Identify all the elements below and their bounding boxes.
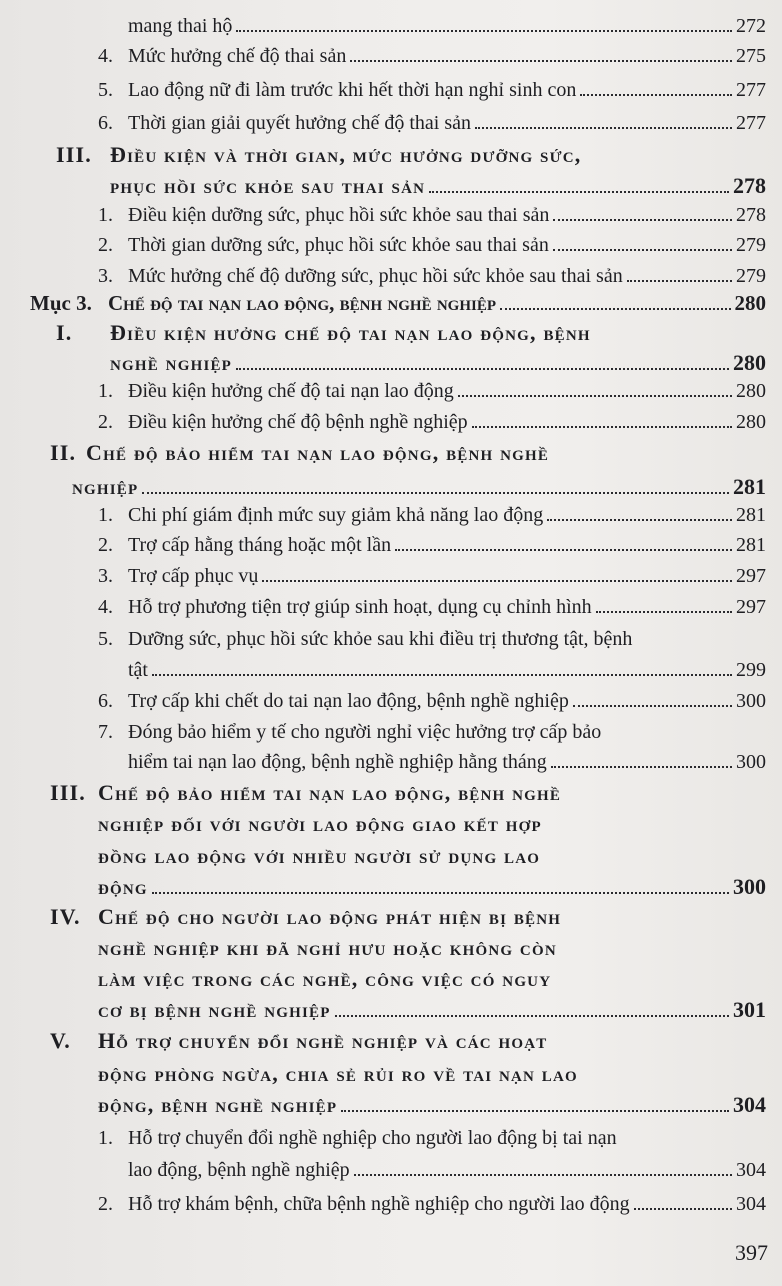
toc-entry-number: 4. — [98, 45, 113, 67]
leader-dots — [580, 94, 732, 96]
toc-entry-page: 300 — [736, 751, 766, 773]
toc-entry-page: 300 — [733, 874, 766, 899]
toc-entry-first-line[interactable] — [98, 1128, 617, 1148]
toc-entry-number: 2. — [98, 411, 113, 433]
leader-dots — [573, 705, 732, 707]
toc-section-title-line: đồng lao động với nhiều người sử dụng lao — [98, 843, 541, 868]
toc-entry-number: 5. — [98, 628, 113, 650]
toc-entry-title: Điều kiện dưỡng sức, phục hồi sức khỏe sau thai sản — [128, 204, 550, 226]
toc-entry[interactable] — [98, 412, 766, 432]
toc-entry-page: 297 — [736, 565, 766, 587]
leader-dots — [429, 191, 729, 193]
leader-dots — [350, 60, 732, 62]
toc-entry-page: 275 — [736, 45, 766, 67]
toc-entry-page: 272 — [736, 15, 766, 37]
toc-entry-number: 4. — [98, 596, 113, 618]
toc-entry-title: Hỗ trợ phương tiện trợ giúp sinh hoạt, dụng cụ chỉnh hình — [128, 596, 592, 618]
page-number: 397 — [735, 1240, 768, 1265]
toc-entry-title: Trợ cấp phục vụ — [128, 565, 259, 587]
toc-entry-page: 301 — [733, 997, 766, 1022]
toc-section-title-line: Chế độ bảo hiểm tai nạn lao động, bệnh nghề — [98, 780, 562, 805]
toc-section-title-line: nghề nghiệp khi đã nghỉ hưu hoặc không còn — [98, 935, 557, 960]
leader-dots — [596, 611, 732, 613]
leader-dots — [627, 280, 732, 282]
toc-entry-number: 7. — [98, 721, 113, 743]
toc-entry[interactable] — [98, 381, 766, 401]
toc-entry[interactable] — [98, 266, 766, 286]
toc-entry-page: 297 — [736, 596, 766, 618]
toc-entry[interactable] — [98, 691, 766, 711]
toc-entry-title: Hỗ trợ khám bệnh, chữa bệnh nghề nghiệp cho người lao động — [128, 1193, 630, 1215]
toc-entry[interactable] — [128, 16, 766, 36]
leader-dots — [472, 426, 732, 428]
toc-entry-number: 2. — [98, 534, 113, 556]
leader-dots — [335, 1015, 729, 1017]
toc-entry[interactable] — [128, 752, 766, 772]
toc-entry-title: Lao động nữ đi làm trước khi hết thời hạn nghỉ sinh con — [128, 79, 577, 101]
toc-section-number: IV. — [50, 904, 81, 929]
toc-section-heading[interactable] — [56, 322, 591, 344]
toc-chapter-title: Chế độ tai nạn lao động, bệnh nghề nghiệp — [108, 291, 497, 315]
toc-entry-page: 300 — [736, 690, 766, 712]
toc-entry-page: 278 — [736, 204, 766, 226]
toc-entry[interactable] — [110, 175, 766, 197]
toc-entry-number: 3. — [98, 265, 113, 287]
toc-section-title-line: Chế độ bảo hiểm tai nạn lao động, bệnh nghề — [86, 440, 550, 465]
toc-entry-page: 280 — [734, 291, 766, 315]
toc-entry[interactable] — [98, 235, 766, 255]
leader-dots — [634, 1208, 732, 1210]
toc-entry-title: tật — [128, 659, 148, 681]
toc-entry-page: 280 — [736, 380, 766, 402]
toc-entry-page: 304 — [733, 1092, 766, 1117]
toc-entry-page: 280 — [733, 350, 766, 375]
toc-section-heading[interactable] — [50, 442, 549, 464]
toc-entry-title: Điều kiện hưởng chế độ tai nạn lao động — [128, 380, 454, 402]
toc-entry-number: 6. — [98, 112, 113, 134]
toc-entry-number: 3. — [98, 565, 113, 587]
toc-entry[interactable] — [98, 1094, 766, 1116]
toc-entry-title-line: Đóng bảo hiểm y tế cho người nghỉ việc hưởng trợ cấp bảo — [128, 721, 602, 743]
toc-entry-title: Chi phí giám định mức suy giảm khả năng lao động — [128, 504, 544, 526]
toc-section-title-line: Chế độ cho người lao động phát hiện bị bệnh — [98, 904, 562, 929]
leader-dots — [551, 766, 732, 768]
toc-entry[interactable] — [98, 876, 766, 898]
toc-section-title-line: Điều kiện hưởng chế độ tai nạn lao động, bệnh — [110, 320, 591, 345]
toc-entry-title-line: Hỗ trợ chuyển đổi nghề nghiệp cho người lao động bị tai nạn — [128, 1127, 617, 1149]
toc-chapter-number: Mục 3. — [30, 291, 92, 315]
leader-dots — [395, 549, 732, 551]
toc-entry-title: nghề nghiệp — [110, 350, 233, 375]
toc-entry[interactable] — [110, 352, 766, 374]
toc-section-number: V. — [50, 1028, 71, 1053]
toc-entry-title: cơ bị bệnh nghề nghiệp — [98, 997, 331, 1022]
toc-entry-title: nghiệp — [72, 474, 139, 499]
toc-entry-page: 299 — [736, 659, 766, 681]
toc-entry-title: Thời gian giải quyết hưởng chế độ thai sản — [128, 112, 472, 134]
toc-entry-page: 281 — [736, 504, 766, 526]
toc-entry-title: lao động, bệnh nghề nghiệp — [128, 1159, 350, 1181]
toc-section-title-line: Điều kiện và thời gian, mức hưởng dưỡng sức, — [110, 142, 582, 167]
leader-dots — [236, 368, 729, 370]
leader-dots — [553, 219, 732, 221]
toc-entry[interactable] — [72, 476, 766, 498]
leader-dots — [236, 30, 732, 32]
toc-entry-page: 279 — [736, 234, 766, 256]
toc-entry-number: 6. — [98, 690, 113, 712]
toc-entry-title: động — [98, 874, 148, 899]
toc-entry-title: Mức hưởng chế độ dưỡng sức, phục hồi sức khỏe sau thai sản — [128, 265, 623, 287]
toc-entry[interactable] — [98, 566, 766, 586]
leader-dots — [152, 892, 729, 894]
toc-entry-number: 1. — [98, 504, 113, 526]
toc-entry[interactable] — [98, 505, 766, 525]
toc-entry-title: Mức hưởng chế độ thai sản — [128, 45, 347, 67]
toc-entry-number: 1. — [98, 204, 113, 226]
toc-entry-title: Thời gian dưỡng sức, phục hồi sức khỏe sau thai sản — [128, 234, 549, 256]
toc-entry[interactable] — [98, 205, 766, 225]
toc-section-number: III. — [56, 142, 92, 167]
toc-section-title-line: động phòng ngừa, chia sẻ rủi ro về tai nạn lao — [98, 1061, 578, 1086]
toc-entry-page: 281 — [733, 474, 766, 499]
toc-entry-title: hiểm tai nạn lao động, bệnh nghề nghiệp hằng tháng — [128, 751, 547, 773]
toc-entry-page: 278 — [733, 173, 766, 198]
toc-entry-first-line[interactable] — [98, 629, 632, 649]
toc-entry-page: 304 — [736, 1193, 766, 1215]
toc-entry-page: 281 — [736, 534, 766, 556]
toc-entry[interactable] — [98, 999, 766, 1021]
toc-section-heading[interactable] — [50, 906, 561, 928]
toc-entry[interactable] — [128, 660, 766, 680]
toc-entry-title: Trợ cấp khi chết do tai nạn lao động, bệnh nghề nghiệp — [128, 690, 569, 712]
toc-entry[interactable] — [98, 1194, 766, 1214]
toc-entry-page: 277 — [736, 112, 766, 134]
toc-entry[interactable] — [98, 535, 766, 555]
toc-entry-title: Trợ cấp hằng tháng hoặc một lần — [128, 534, 392, 556]
toc-section-heading[interactable] — [50, 782, 561, 804]
toc-section-title-line: nghiệp đối với người lao động giao kết hợp — [98, 811, 542, 836]
leader-dots — [553, 249, 732, 251]
leader-dots — [458, 395, 732, 397]
leader-dots — [500, 308, 730, 310]
toc-entry-page: 277 — [736, 79, 766, 101]
leader-dots — [354, 1174, 732, 1176]
leader-dots — [547, 519, 732, 521]
toc-entry-number: 2. — [98, 234, 113, 256]
toc-entry-number: 1. — [98, 380, 113, 402]
leader-dots — [341, 1110, 729, 1112]
leader-dots — [152, 674, 732, 676]
toc-section-title-line: làm việc trong các nghề, công việc có nguy — [98, 966, 552, 991]
toc-entry-number: 2. — [98, 1193, 113, 1215]
toc-chapter-entry[interactable] — [30, 293, 766, 314]
toc-entry-number: 1. — [98, 1127, 113, 1149]
toc-section-heading[interactable] — [56, 144, 581, 166]
toc-entry[interactable] — [98, 46, 766, 66]
toc-entry-first-line[interactable] — [98, 722, 601, 742]
toc-section-heading[interactable] — [50, 1030, 548, 1052]
toc-entry-page: 279 — [736, 265, 766, 287]
toc-entry[interactable] — [128, 1160, 766, 1180]
toc-section-title-line: Hỗ trợ chuyển đổi nghề nghiệp và các hoạt — [98, 1028, 548, 1053]
toc-entry-title: mang thai hộ — [128, 15, 233, 37]
toc-entry-page: 280 — [736, 411, 766, 433]
toc-entry-title: phục hồi sức khỏe sau thai sản — [110, 173, 426, 198]
toc-section-number: II. — [50, 440, 77, 465]
toc-section-number: III. — [50, 780, 86, 805]
toc-section-number: I. — [56, 320, 73, 345]
leader-dots — [262, 580, 732, 582]
leader-dots — [142, 492, 729, 494]
leader-dots — [475, 127, 732, 129]
toc-entry[interactable] — [98, 597, 766, 617]
toc-entry-title-line: Dưỡng sức, phục hồi sức khỏe sau khi điều trị thương tật, bệnh — [128, 628, 633, 650]
toc-entry-title: Điều kiện hưởng chế độ bệnh nghề nghiệp — [128, 411, 468, 433]
toc-entry-title: động, bệnh nghề nghiệp — [98, 1092, 338, 1117]
toc-entry[interactable] — [98, 113, 766, 133]
toc-entry-number: 5. — [98, 79, 113, 101]
toc-entry[interactable] — [98, 80, 766, 100]
toc-entry-page: 304 — [736, 1159, 766, 1181]
